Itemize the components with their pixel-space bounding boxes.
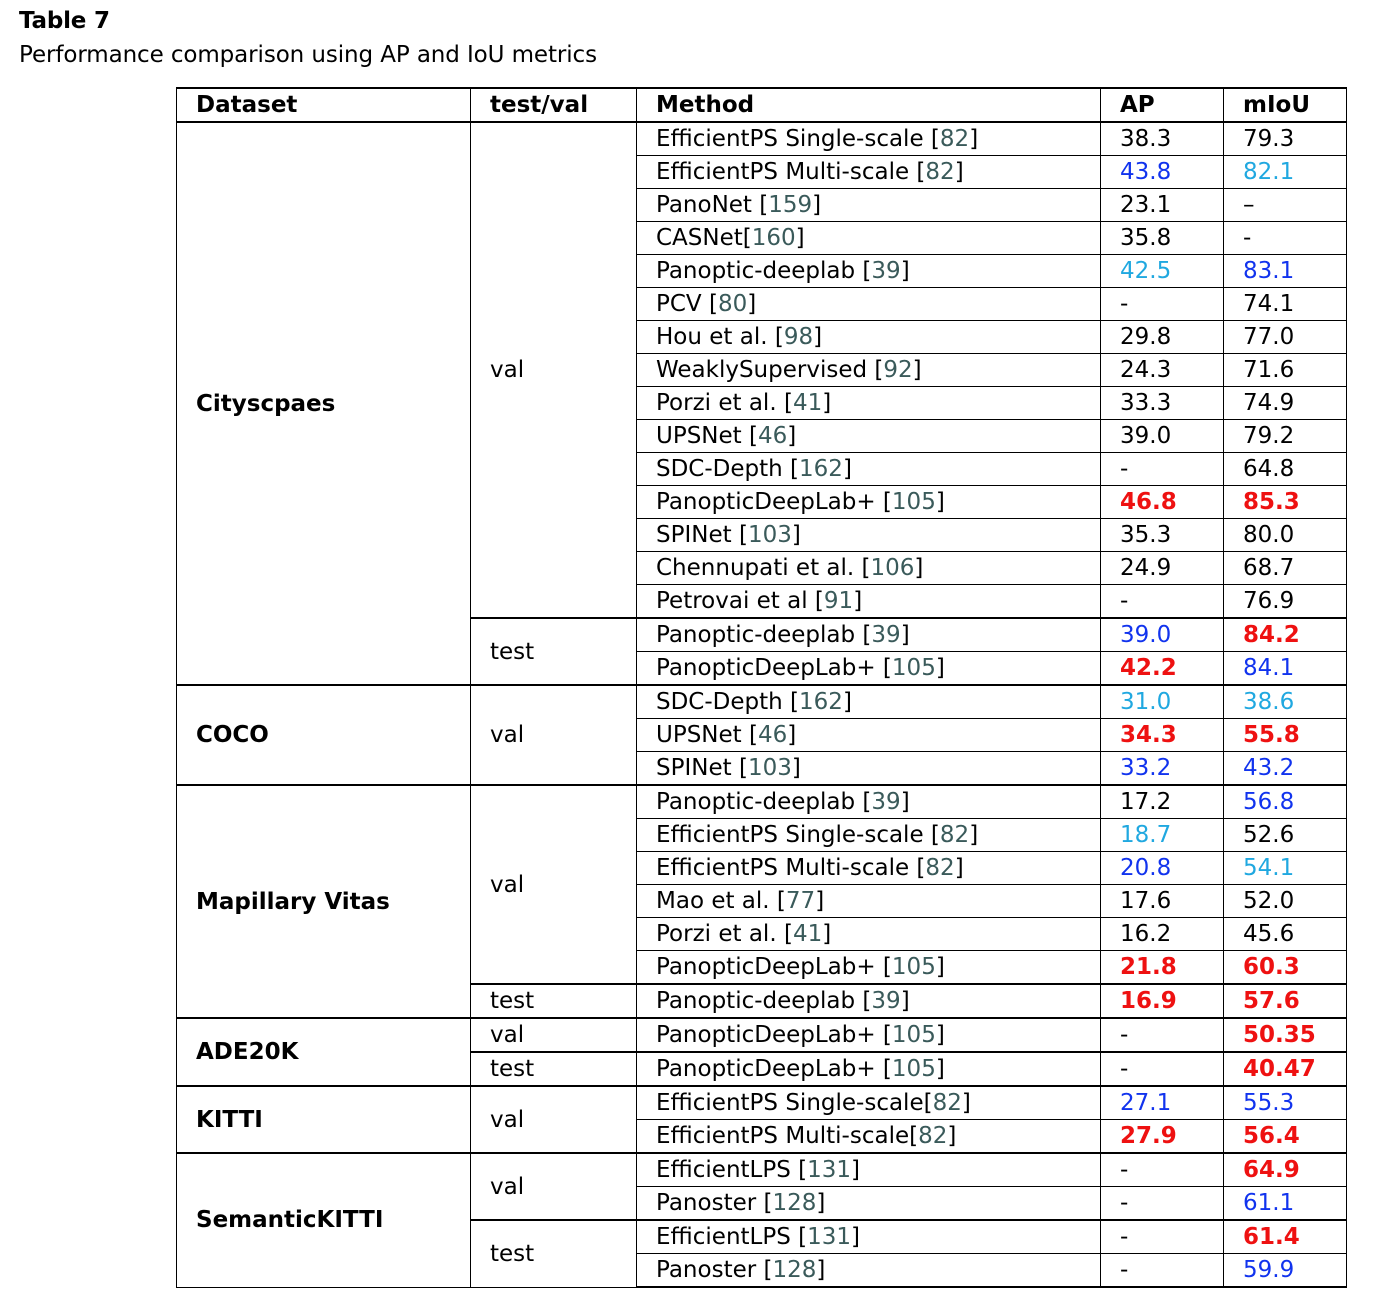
ap-value: 39.0 xyxy=(1101,618,1224,652)
citation-ref: 103 xyxy=(747,755,792,781)
method-cell: PCV [80] xyxy=(637,288,1101,321)
ap-value: 35.3 xyxy=(1101,519,1224,552)
method-cell: UPSNet [46] xyxy=(637,420,1101,453)
method-cell: CASNet[160] xyxy=(637,222,1101,255)
ap-value: - xyxy=(1101,1153,1224,1187)
split-cell: val xyxy=(471,122,637,618)
header-split: test/val xyxy=(471,88,637,122)
dataset-cell: Mapillary Vitas xyxy=(177,785,471,1018)
method-cell: EfficientPS Multi-scale [82] xyxy=(637,852,1101,885)
method-name: SDC-Depth xyxy=(656,456,783,482)
method-cell: PanopticDeepLab+ [105] xyxy=(637,951,1101,985)
method-name: UPSNet xyxy=(656,722,742,748)
method-name: PCV xyxy=(656,291,702,317)
method-name: Porzi et al. xyxy=(656,390,777,416)
method-name: EfficientLPS xyxy=(656,1224,791,1250)
citation-ref: 98 xyxy=(783,324,814,350)
ap-value: 31.0 xyxy=(1101,685,1224,719)
miou-value: 38.6 xyxy=(1224,685,1347,719)
citation-ref: 82 xyxy=(939,822,970,848)
method-name: Petrovai et al xyxy=(656,588,808,614)
citation-ref: 128 xyxy=(772,1190,817,1216)
citation-ref: 39 xyxy=(871,258,901,284)
miou-value: – xyxy=(1224,189,1347,222)
miou-value: 52.0 xyxy=(1224,885,1347,918)
method-cell: EfficientPS Single-scale [82] xyxy=(637,122,1101,156)
header-miou: mIoU xyxy=(1224,88,1347,122)
ap-value: 38.3 xyxy=(1101,122,1224,156)
miou-value: 82.1 xyxy=(1224,156,1347,189)
miou-value: 76.9 xyxy=(1224,585,1347,619)
method-cell: SDC-Depth [162] xyxy=(637,685,1101,719)
ap-value: 21.8 xyxy=(1101,951,1224,985)
citation-ref: 105 xyxy=(891,954,936,980)
split-cell: val xyxy=(471,685,637,785)
miou-value: 84.1 xyxy=(1224,652,1347,686)
miou-value: 74.1 xyxy=(1224,288,1347,321)
method-name: PanopticDeepLab+ xyxy=(656,954,876,980)
miou-value: 79.2 xyxy=(1224,420,1347,453)
ap-value: 18.7 xyxy=(1101,819,1224,852)
split-cell: val xyxy=(471,1086,637,1153)
method-cell: Panoptic-deeplab [39] xyxy=(637,785,1101,819)
method-name: Chennupati et al. xyxy=(656,555,855,581)
citation-ref: 162 xyxy=(799,456,843,482)
method-cell: Panoster [128] xyxy=(637,1254,1101,1288)
method-cell: Porzi et al. [41] xyxy=(637,387,1101,420)
method-name: SDC-Depth xyxy=(656,689,783,715)
citation-ref: 131 xyxy=(807,1157,852,1183)
method-name: Mao et al. xyxy=(656,888,770,914)
ap-value: 16.9 xyxy=(1101,984,1224,1018)
method-cell: Chennupati et al. [106] xyxy=(637,552,1101,585)
ap-value: - xyxy=(1101,288,1224,321)
header-row xyxy=(177,88,1347,122)
citation-ref: 105 xyxy=(891,489,936,515)
method-cell: Panoptic-deeplab [39] xyxy=(637,255,1101,288)
split-cell: test xyxy=(471,984,637,1018)
method-cell: Porzi et al. [41] xyxy=(637,918,1101,951)
header-dataset: Dataset xyxy=(177,88,471,122)
miou-value: 57.6 xyxy=(1224,984,1347,1018)
ap-value: 29.8 xyxy=(1101,321,1224,354)
method-cell: SPINet [103] xyxy=(637,519,1101,552)
miou-value: 55.3 xyxy=(1224,1086,1347,1120)
method-name: EfficientPS Multi-scale xyxy=(656,1123,910,1149)
method-cell: PanoNet [159] xyxy=(637,189,1101,222)
method-cell: EfficientPS Single-scale[82] xyxy=(637,1086,1101,1120)
citation-ref: 46 xyxy=(757,423,788,449)
method-cell: PanopticDeepLab+ [105] xyxy=(637,1018,1101,1052)
split-cell: val xyxy=(471,1153,637,1220)
ap-value: 42.5 xyxy=(1101,255,1224,288)
miou-value: 64.9 xyxy=(1224,1153,1347,1187)
ap-value: 39.0 xyxy=(1101,420,1224,453)
method-name: CASNet xyxy=(656,225,743,251)
ap-value: 17.6 xyxy=(1101,885,1224,918)
method-cell: SDC-Depth [162] xyxy=(637,453,1101,486)
ap-value: - xyxy=(1101,585,1224,619)
miou-value: 68.7 xyxy=(1224,552,1347,585)
citation-ref: 159 xyxy=(768,192,813,218)
method-cell: SPINet [103] xyxy=(637,752,1101,786)
performance-table xyxy=(176,87,1347,1288)
ap-value: 16.2 xyxy=(1101,918,1224,951)
method-name: Panoster xyxy=(656,1190,757,1216)
method-cell: EfficientPS Single-scale [82] xyxy=(637,819,1101,852)
miou-value: - xyxy=(1224,222,1347,255)
ap-value: 33.3 xyxy=(1101,387,1224,420)
citation-ref: 39 xyxy=(871,789,901,815)
method-cell: EfficientPS Multi-scale [82] xyxy=(637,156,1101,189)
table-caption-text: Performance comparison using AP and IoU metrics xyxy=(19,42,597,68)
miou-value: 80.0 xyxy=(1224,519,1347,552)
method-name: PanopticDeepLab+ xyxy=(656,655,876,681)
ap-value: 20.8 xyxy=(1101,852,1224,885)
citation-ref: 39 xyxy=(871,622,901,648)
split-cell: test xyxy=(471,1052,637,1086)
method-name: Panoptic-deeplab xyxy=(656,622,856,648)
method-name: Porzi et al. xyxy=(656,921,777,947)
ap-value: 34.3 xyxy=(1101,719,1224,752)
miou-value: 64.8 xyxy=(1224,453,1347,486)
split-cell: test xyxy=(471,618,637,685)
miou-value: 56.8 xyxy=(1224,785,1347,819)
method-name: EfficientPS Multi-scale xyxy=(656,159,910,185)
citation-ref: 131 xyxy=(807,1224,852,1250)
miou-value: 77.0 xyxy=(1224,321,1347,354)
table-row xyxy=(177,685,1347,719)
method-name: WeaklySupervised xyxy=(656,357,868,383)
method-cell: EfficientPS Multi-scale[82] xyxy=(637,1120,1101,1154)
ap-value: 42.2 xyxy=(1101,652,1224,686)
method-cell: PanopticDeepLab+ [105] xyxy=(637,652,1101,686)
citation-ref: 39 xyxy=(871,988,901,1014)
ap-value: 27.9 xyxy=(1101,1120,1224,1154)
miou-value: 85.3 xyxy=(1224,486,1347,519)
citation-ref: 82 xyxy=(932,1090,962,1116)
table-row xyxy=(177,1153,1347,1187)
method-cell: EfficientLPS [131] xyxy=(637,1153,1101,1187)
table-row xyxy=(177,1086,1347,1120)
ap-value: - xyxy=(1101,1220,1224,1254)
miou-value: 61.4 xyxy=(1224,1220,1347,1254)
method-name: Panoptic-deeplab xyxy=(656,789,856,815)
citation-ref: 82 xyxy=(925,855,955,881)
method-cell: EfficientLPS [131] xyxy=(637,1220,1101,1254)
ap-value: - xyxy=(1101,1187,1224,1221)
ap-value: 24.9 xyxy=(1101,552,1224,585)
citation-ref: 103 xyxy=(747,522,792,548)
method-cell: WeaklySupervised [92] xyxy=(637,354,1101,387)
dataset-cell: SemanticKITTI xyxy=(177,1153,471,1287)
method-cell: Petrovai et al [91] xyxy=(637,585,1101,619)
dataset-cell: COCO xyxy=(177,685,471,785)
ap-value: 35.8 xyxy=(1101,222,1224,255)
table-caption-label: Table 7 xyxy=(19,8,110,34)
method-cell: Hou et al. [98] xyxy=(637,321,1101,354)
citation-ref: 162 xyxy=(799,689,843,715)
table-body xyxy=(177,122,1347,1287)
split-cell: val xyxy=(471,785,637,984)
citation-ref: 91 xyxy=(823,588,854,614)
miou-value: 45.6 xyxy=(1224,918,1347,951)
citation-ref: 105 xyxy=(891,1022,936,1048)
table-row xyxy=(177,785,1347,819)
method-name: PanopticDeepLab+ xyxy=(656,1056,876,1082)
table-row xyxy=(177,122,1347,156)
citation-ref: 80 xyxy=(717,291,748,317)
citation-ref: 41 xyxy=(792,921,823,947)
method-cell: UPSNet [46] xyxy=(637,719,1101,752)
citation-ref: 82 xyxy=(925,159,955,185)
table-row xyxy=(177,1018,1347,1052)
miou-value: 74.9 xyxy=(1224,387,1347,420)
method-name: EfficientPS Single-scale xyxy=(656,822,924,848)
dataset-cell: Cityscpaes xyxy=(177,122,471,685)
miou-value: 79.3 xyxy=(1224,122,1347,156)
method-name: EfficientPS Single-scale xyxy=(656,126,924,152)
ap-value: 43.8 xyxy=(1101,156,1224,189)
method-name: EfficientLPS xyxy=(656,1157,791,1183)
method-name: PanopticDeepLab+ xyxy=(656,1022,876,1048)
ap-value: 46.8 xyxy=(1101,486,1224,519)
citation-ref: 92 xyxy=(883,357,913,383)
ap-value: - xyxy=(1101,1018,1224,1052)
citation-ref: 128 xyxy=(772,1257,817,1283)
dataset-cell: ADE20K xyxy=(177,1018,471,1086)
method-cell: Panoptic-deeplab [39] xyxy=(637,618,1101,652)
citation-ref: 82 xyxy=(939,126,970,152)
ap-value: 27.1 xyxy=(1101,1086,1224,1120)
split-cell: test xyxy=(471,1220,637,1287)
miou-value: 60.3 xyxy=(1224,951,1347,985)
method-name: Hou et al. xyxy=(656,324,768,350)
miou-value: 55.8 xyxy=(1224,719,1347,752)
ap-value: - xyxy=(1101,1254,1224,1288)
dataset-cell: KITTI xyxy=(177,1086,471,1153)
method-cell: PanopticDeepLab+ [105] xyxy=(637,1052,1101,1086)
citation-ref: 160 xyxy=(751,225,796,251)
ap-value: - xyxy=(1101,1052,1224,1086)
miou-value: 84.2 xyxy=(1224,618,1347,652)
method-name: Panoptic-deeplab xyxy=(656,258,856,284)
miou-value: 52.6 xyxy=(1224,819,1347,852)
ap-value: 24.3 xyxy=(1101,354,1224,387)
miou-value: 40.47 xyxy=(1224,1052,1347,1086)
ap-value: 23.1 xyxy=(1101,189,1224,222)
miou-value: 50.35 xyxy=(1224,1018,1347,1052)
miou-value: 61.1 xyxy=(1224,1187,1347,1221)
method-name: UPSNet xyxy=(656,423,742,449)
method-cell: PanopticDeepLab+ [105] xyxy=(637,486,1101,519)
citation-ref: 77 xyxy=(785,888,816,914)
method-cell: Panoster [128] xyxy=(637,1187,1101,1221)
header-ap: AP xyxy=(1101,88,1224,122)
miou-value: 83.1 xyxy=(1224,255,1347,288)
method-name: EfficientPS Single-scale xyxy=(656,1090,924,1116)
method-cell: Panoptic-deeplab [39] xyxy=(637,984,1101,1018)
split-cell: val xyxy=(471,1018,637,1052)
miou-value: 59.9 xyxy=(1224,1254,1347,1288)
ap-value: 33.2 xyxy=(1101,752,1224,786)
method-cell: Mao et al. [77] xyxy=(637,885,1101,918)
miou-value: 43.2 xyxy=(1224,752,1347,786)
miou-value: 54.1 xyxy=(1224,852,1347,885)
method-name: SPINet xyxy=(656,522,732,548)
citation-ref: 106 xyxy=(870,555,915,581)
method-name: Panoster xyxy=(656,1257,757,1283)
citation-ref: 105 xyxy=(891,1056,936,1082)
method-name: EfficientPS Multi-scale xyxy=(656,855,910,881)
miou-value: 71.6 xyxy=(1224,354,1347,387)
citation-ref: 105 xyxy=(891,655,936,681)
miou-value: 56.4 xyxy=(1224,1120,1347,1154)
header-method: Method xyxy=(637,88,1101,122)
citation-ref: 41 xyxy=(792,390,823,416)
method-name: SPINet xyxy=(656,755,732,781)
citation-ref: 46 xyxy=(757,722,788,748)
ap-value: 17.2 xyxy=(1101,785,1224,819)
method-name: PanopticDeepLab+ xyxy=(656,489,876,515)
method-name: Panoptic-deeplab xyxy=(656,988,856,1014)
method-name: PanoNet xyxy=(656,192,752,218)
ap-value: - xyxy=(1101,453,1224,486)
citation-ref: 82 xyxy=(918,1123,948,1149)
